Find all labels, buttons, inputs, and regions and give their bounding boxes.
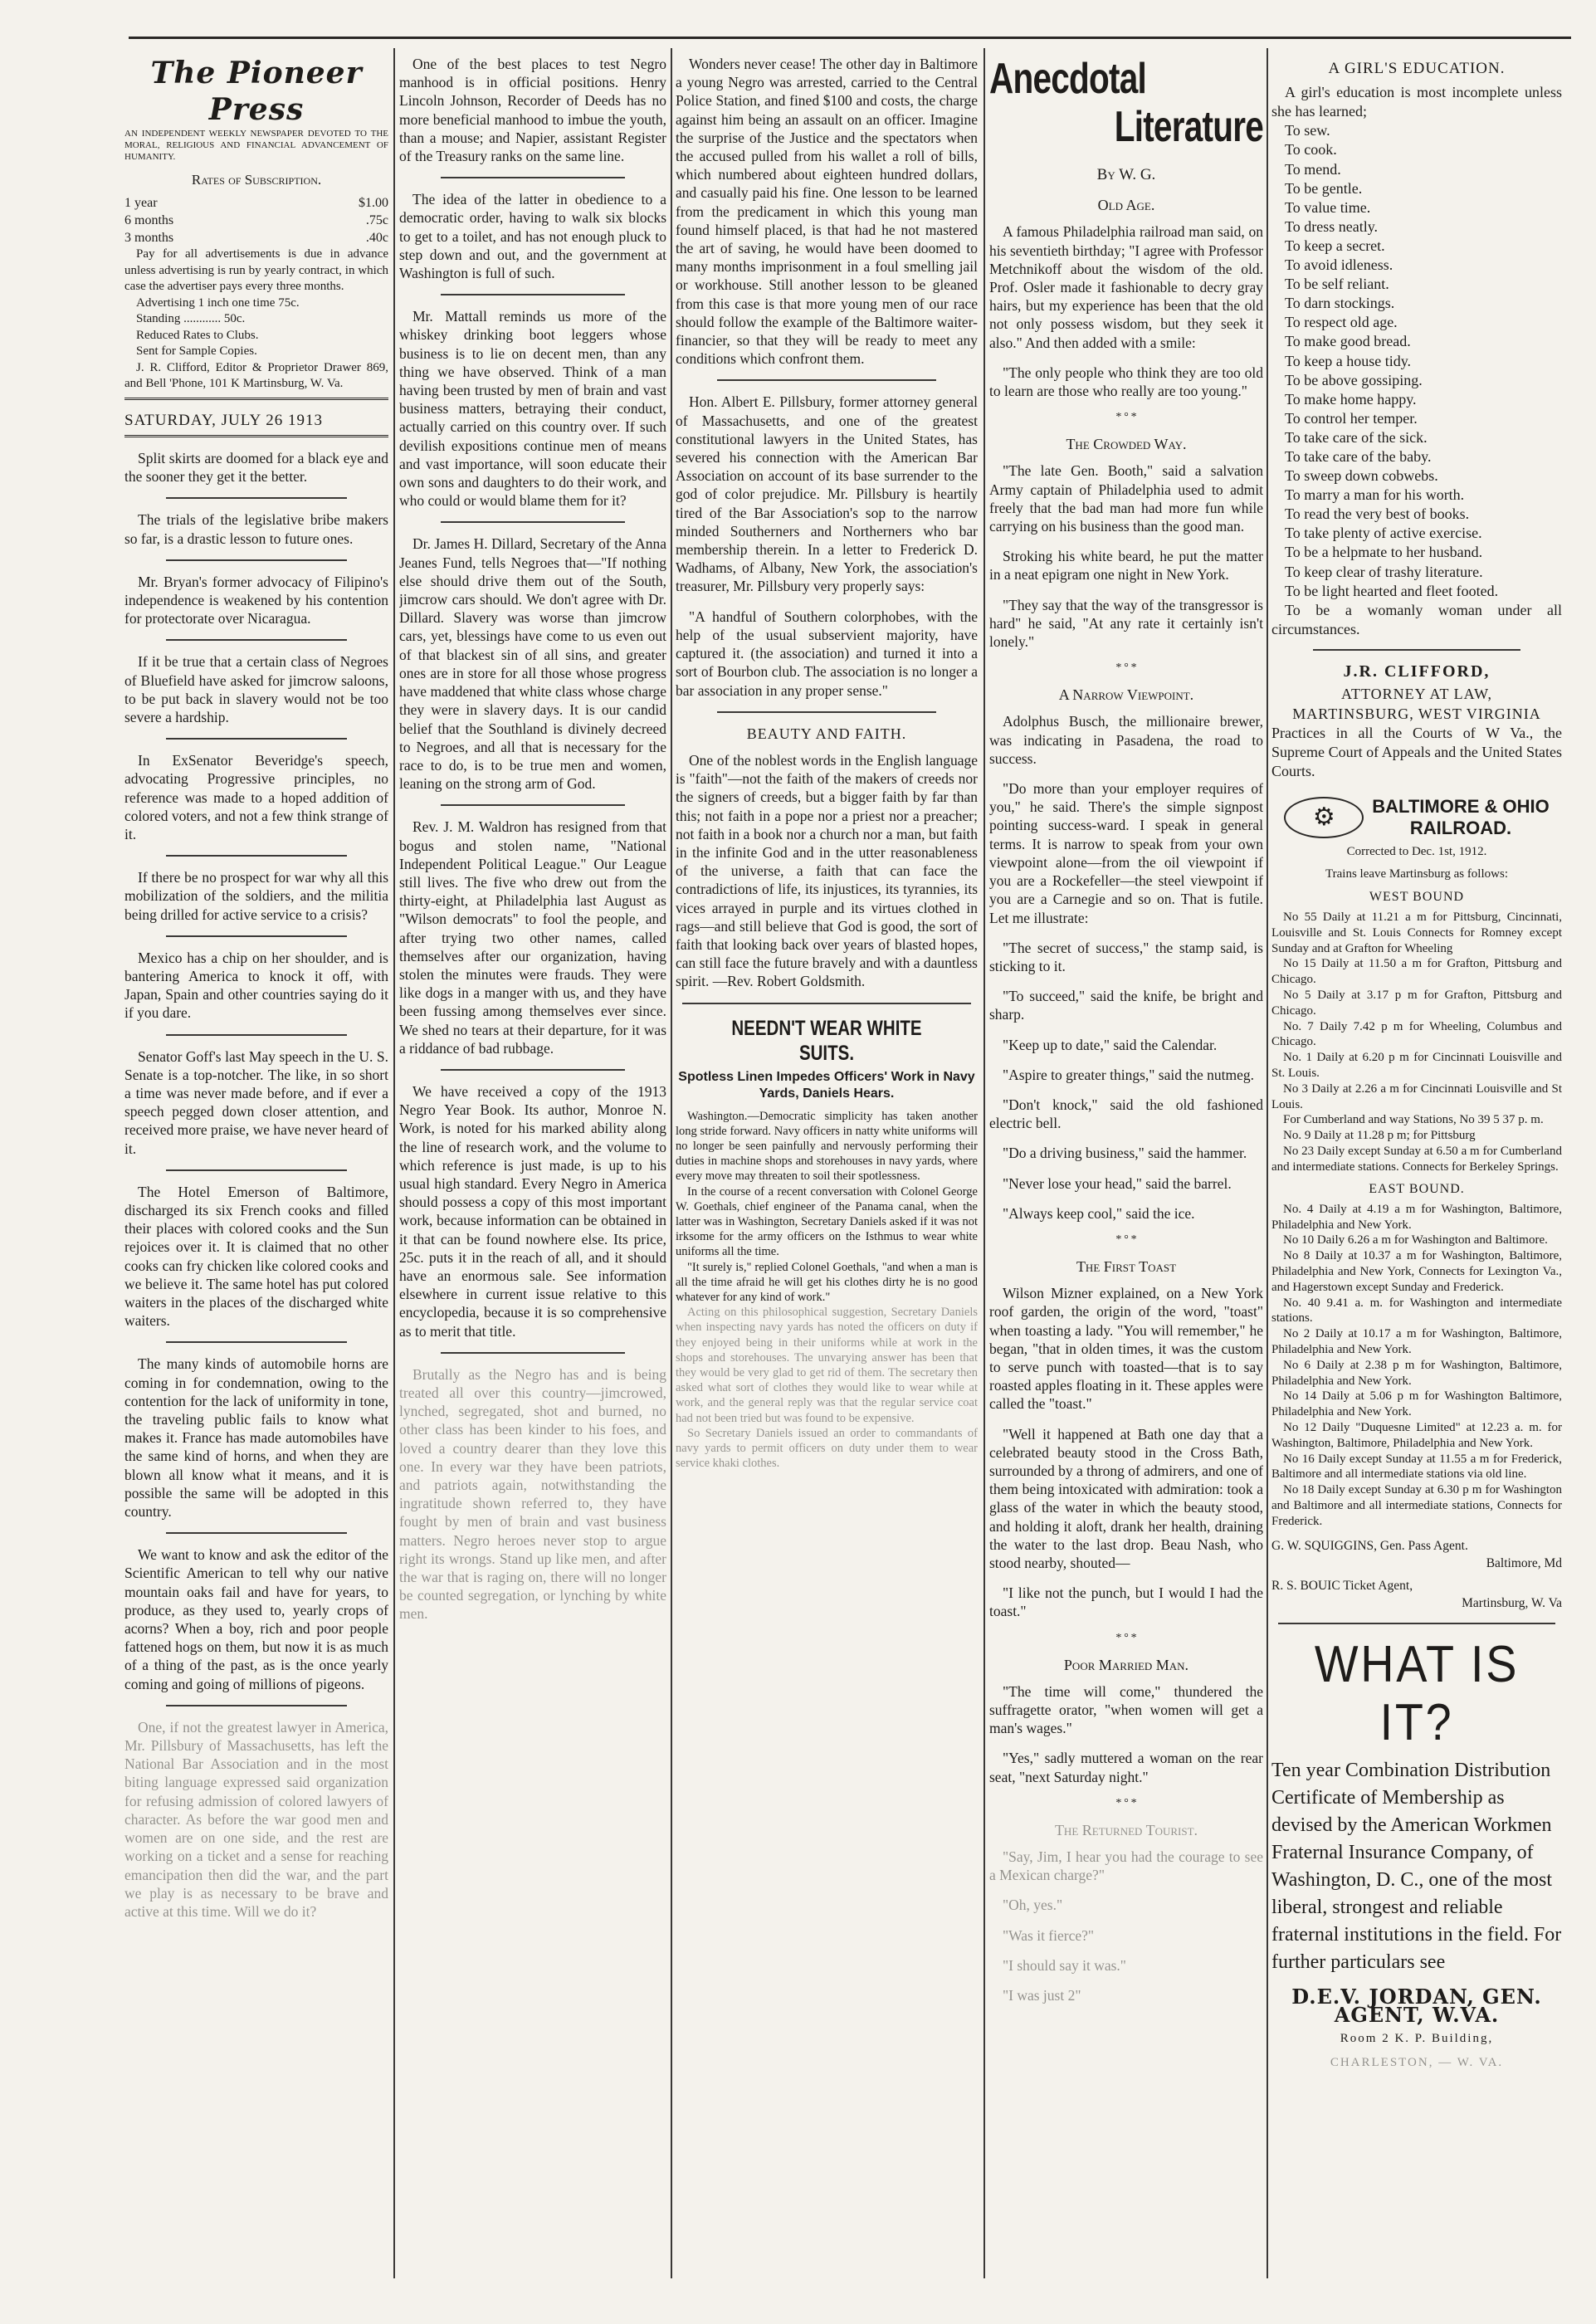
girls-education-intro: A girl's education is most incomplete unless she has learned;: [1271, 84, 1562, 120]
asterism-icon: * ° *: [1115, 1233, 1137, 1246]
paragraph-rule: [166, 1169, 347, 1171]
girls-education-item: To take care of the sick.: [1285, 428, 1428, 446]
article-paragraph: Washington.—Democratic simplicity has taken another long stride forward. Navy officers in natty white uniforms will no longer be seen painfully and nervously performing their duties in machine shops and storehouses in navy yards, where every move may threaten to soil their spotlessness.: [676, 1109, 978, 1184]
anecdote-paragraph: "They say that the way of the transgressor is hard" he said, "At any rate it certainly isn't lonely.": [989, 596, 1263, 651]
paragraph-rule: [166, 935, 347, 937]
attorney-name: J.R. CLIFFORD,: [1343, 662, 1491, 681]
editorial-paragraph: Mexico has a chip on her shoulder, and is bantering America to knock it off, with Japan, Spain and other countries saying do it if you dare.: [124, 949, 388, 1022]
girls-education-heading: A GIRL'S EDUCATION.: [1328, 60, 1506, 77]
girls-education-item: To be gentle.: [1285, 179, 1363, 197]
anecdote-paragraph: "Never lose your head," said the barrel.: [1003, 1174, 1232, 1192]
editorial-paragraph: If there be no prospect for war why all this mobilization of the soldiers, and the militia being drilled for active service to a crisis?: [124, 869, 388, 923]
paragraph-rule: [166, 639, 347, 641]
anecdote-paragraph: "Well it happened at Bath one day that a celebrated beauty stood in the Cross Bath, surrounded by a throng of admirers, and one of them being intoxicated with admiration: took a glass of the water in which the beauty stood, and holding it aloft, drank her health, draining the water to the last drop. Beau Nash, who stood nearby, shouted—: [989, 1425, 1263, 1571]
editorial-column-1: [124, 449, 388, 1921]
passenger-agent: G. W. SQUIGGINS, Gen. Pass Agent.: [1271, 1538, 1468, 1553]
anecdote-heading: A Narrow Viewpoint.: [1058, 686, 1194, 704]
passenger-agent-place: Baltimore, Md: [1486, 1555, 1562, 1570]
news-paragraph: Wonders never cease! The other day in Baltimore a young Negro was arrested, carried to the Central Police Station, and fined $100 and costs, the charge against him being an assault on an officer. Imagine the surprise of the Justice and the spectators when the accused pulled from his wallet a roll of bills, which numbered about eighteen hundred dollars, and casually paid his fine. One lesson to be learned from the predicament in which this young man found himself placed, is that had he not mastered the art of saving, he would have been doomed to many months imprisonment in a foul smelling jail or workhouse. Still another lesson to be gleaned from this case is that more young men of our race should follow the example of the Baltimore waiter-financier, so that they will be ready to meet any conditions which confront them.: [676, 56, 978, 368]
news-paragraph: "A handful of Southern colorphobes, with the help of the usual subservient majority, have captured it. (the association) and turned it into a sort of Bourbon club. The association is no longer a bar association in any proper sense.": [676, 608, 978, 699]
anecdote-paragraph: "Do a driving business," said the hammer.: [1003, 1145, 1247, 1162]
paragraph-rule: [441, 294, 625, 295]
anecdote-paragraph: "The secret of success," the stamp said, is sticking to it.: [989, 939, 1263, 974]
railroad-seal-icon: ⚙: [1284, 797, 1364, 838]
paragraph-rule: [441, 1069, 625, 1071]
paragraph-rule: [166, 855, 347, 857]
girls-education-item: To dress neatly.: [1285, 217, 1379, 235]
anecdote-heading: Poor Married Man.: [1063, 1656, 1189, 1673]
masthead-note: J. R. Clifford, Editor & Proprietor Drawer 869, and Bell 'Phone, 101 K Martinsburg, W. Va.: [124, 360, 388, 391]
girls-education-item: To value time.: [1285, 198, 1371, 216]
masthead-title: The Pioneer Press: [150, 56, 363, 127]
rates-heading: Rates of Subscription.: [191, 172, 322, 188]
agent-signature: D.E.V. JORDAN, GEN. AGENT, W.VA.: [1291, 1984, 1542, 2028]
masthead-note: Sent for Sample Copies.: [136, 344, 257, 359]
anecdote-paragraph: "Keep up to date," said the Calendar.: [1003, 1036, 1218, 1053]
rate-row: [124, 212, 388, 229]
anecdote-paragraph: "To succeed," said the knife, be bright and sharp.: [989, 988, 1263, 1023]
masthead-subtitle: AN INDEPENDENT WEEKLY NEWSPAPER DEVOTED TO THE MORAL, RELIGIOUS AND FINANCIAL ADVANCEMENT OF HUMANITY.: [124, 129, 388, 162]
railroad-name-2: RAILROAD.: [1409, 818, 1512, 839]
rate-price: .75c: [365, 213, 388, 228]
anecdote-paragraph: "Do more than your employer requires of you," he said. There's the simple signpost pointing success-ward. I speak in general terms. It is narrow to speak from your own viewpoint alone—from the oil viewpoint if you are a Rockefeller—the steel viewpoint if you are a Carnegie and so on. That is futile. Let me illustrate:: [989, 780, 1263, 926]
railroad-banner: [1271, 796, 1562, 839]
timetable-corrected: Corrected to Dec. 1st, 1912.: [1346, 845, 1487, 859]
masthead-note: Pay for all advertisements is due in advance unless advertising is run by yearly contract, in which case the advertiser pays every three months.: [124, 247, 388, 294]
ticket-agent-place: Martinsburg, W. Va: [1462, 1595, 1562, 1610]
paragraph-rule: [717, 711, 936, 713]
anecdote-paragraph: "I should say it was.": [1003, 1956, 1126, 1974]
girls-education-item: To be self reliant.: [1285, 276, 1389, 293]
girls-education-item: To read the very best of books.: [1285, 505, 1470, 523]
westbound-train: No 3 Daily at 2.26 a m for Cincinnati Louisville and St Louis.: [1271, 1081, 1562, 1111]
attorney-practice: Practices in all the Courts of W Va., the Supreme Court of Appeals and the United States Courts.: [1271, 725, 1562, 780]
anecdote-paragraph: "Was it fierce?": [1003, 1926, 1095, 1944]
anecdote-paragraph: "The late Gen. Booth," said a salvation Army captain of Philadelphia used to admit freely that the bad man had more fun while carrying on his business than the good man.: [989, 462, 1263, 535]
issue-date: SATURDAY, JULY 26 1913: [124, 411, 323, 429]
rate-row: [124, 194, 388, 212]
girls-education-item: To make good bread.: [1285, 333, 1411, 350]
article-paragraph: Acting on this philosophical suggestion, Secretary Daniels when inspecting navy yards has noted the officers on duty if they enjoyed being in their uniforms while at work in the shops and storehouses. The unvarying answer has been that they would be very glad to get rid of them. The secretary then asked what sort of clothes they would like to wear while at work, and the general reply was that the regular service coat had not been tried but was found to be expensive.: [676, 1306, 978, 1425]
westbound-train: No. 9 Daily at 11.28 p m; for Pittsburg: [1283, 1129, 1476, 1143]
anecdote-paragraph: "I was just 2": [1003, 1987, 1081, 2004]
white-suits-headline: NEEDN'T WEAR WHITE SUITS.: [731, 1016, 922, 1065]
column-divider: [393, 48, 395, 2278]
anecdote-paragraph: "I like not the punch, but I would I had the toast.": [989, 1584, 1263, 1620]
anecdote-paragraph: "Don't knock," said the old fashioned electric bell.: [989, 1096, 1263, 1132]
girls-education-item: To take care of the baby.: [1285, 447, 1432, 465]
asterism-icon: * ° *: [1115, 1631, 1137, 1644]
column-5: [1271, 55, 1562, 2077]
agent-city: CHARLESTON, — W. VA.: [1330, 2055, 1504, 2069]
article-paragraph: So Secretary Daniels issued an order to commandants of navy yards to permit officers on duty under them to wear service khaki clothes.: [676, 1426, 978, 1471]
girls-education-item: To be a helpmate to her husband.: [1285, 544, 1483, 561]
editorial-column-2: [399, 55, 666, 1623]
paragraph-rule: [441, 804, 625, 806]
eastbound-train: No 6 Daily at 2.38 p m for Washington, Baltimore, Philadelphia and New York.: [1271, 1358, 1562, 1388]
eastbound-train: No 16 Daily except Sunday at 11.55 a m for Frederick, Baltimore and all intermediate stations via old line.: [1271, 1452, 1562, 1482]
editorial-paragraph: The trials of the legislative bribe makers so far, is a drastic lesson to future ones.: [124, 511, 388, 547]
masthead-note: Reduced Rates to Clubs.: [136, 328, 259, 342]
girls-education-item: To sew.: [1285, 122, 1330, 139]
westbound-train: No. 1 Daily at 6.20 p m for Cincinnati Louisville and St. Louis.: [1271, 1051, 1562, 1080]
agent-office: Room 2 K. P. Building,: [1340, 2032, 1494, 2046]
attorney-place: MARTINSBURG, WEST VIRGINIA: [1292, 706, 1541, 723]
rate-term: 3 months: [124, 231, 174, 246]
paragraph-rule: [166, 1034, 347, 1036]
ticket-agent: R. S. BOUIC Ticket Agent,: [1271, 1578, 1413, 1593]
eastbound-train: No 14 Daily at 5.06 p m for Washington Baltimore, Philadelphia and New York.: [1271, 1389, 1562, 1419]
what-is-it-body: Ten year Combination Distribution Certificate of Membership as devised by the American Workmen Fraternal Insurance Company, of Washington, D. C., one of the most liberal, strongest and reliable fraternal institutions in the field. For further particulars see: [1271, 1759, 1562, 1973]
girls-education-item: To be a womanly woman under all circumstances.: [1271, 601, 1562, 637]
column-divider: [1267, 48, 1268, 2278]
anecdotes: [989, 196, 1263, 2004]
news-items: [676, 55, 978, 713]
column-3: [676, 55, 978, 1471]
eastbound-train: No 2 Daily at 10.17 a m for Washington, Baltimore, Philadelphia and New York.: [1271, 1327, 1562, 1356]
anecdote-heading: The First Toast: [1076, 1257, 1177, 1275]
girls-education-item: To cook.: [1285, 141, 1337, 159]
eastbound-heading: EAST BOUND.: [1369, 1181, 1465, 1196]
anecdote-paragraph: "Oh, yes.": [1003, 1897, 1063, 1914]
girls-education-item: To marry a man for his worth.: [1285, 486, 1465, 504]
rate-price: $1.00: [359, 196, 388, 211]
eastbound-train: No 12 Daily "Duquesne Limited" at 12.23 a. m. for Washington, Baltimore, Philadelphia and New York.: [1271, 1420, 1562, 1450]
girls-education-item: To take plenty of active exercise.: [1285, 525, 1482, 542]
girls-education-item: To respect old age.: [1285, 314, 1398, 331]
editorial-paragraph: One of the best places to test Negro manhood is in official positions. Henry Lincoln Johnson, Recorder of Deeds has no more beneficial manhood to imbue the youth, than a mouse; and Napier, assistant Register of the Treasury ranks on the same line.: [399, 56, 666, 165]
editorial-paragraph: One, if not the greatest lawyer in America, Mr. Pillsbury of Massachusetts, has left the National Bar Association and in the most biting language expressed said organization for refusing admission of colored lawyers of character. As before the war good men and women are on one side, and the rest are working on a ticket and a sense for reaching emancipation then did the war, and the part we play is as necessary to be brave and active at this time. Will we do it?: [124, 1718, 388, 1920]
editorial-paragraph: The many kinds of automobile horns are coming in for condemnation, owing to the contention for the lack of uniformity in tone, the traveling public fails to know what makes it. France has made automobiles have the same kind of horns, and when they are blown all know what it means, and it is possible the same will be adopted in this country.: [124, 1355, 388, 1521]
girls-education-item: To sweep down cobwebs.: [1285, 467, 1438, 485]
asterism-icon: * ° *: [1115, 1796, 1137, 1809]
paragraph-rule: [717, 379, 936, 381]
editorial-paragraph: We want to know and ask the editor of the Scientific American to tell why our native mountain oaks fail and have for years, to produce, as they used to, yearly crops of acorns? When a boy, rich and poor people fattened hogs on them, but now it is as much of a thing of the past, as is the once yearly coming and going of millions of pigeons.: [124, 1546, 388, 1692]
article-paragraph: In the course of a recent conversation with Colonel George W. Goethals, chief engineer of the Panama canal, when the latter was in Washington, Secretary Daniels asked if it was not irksome for the army officers on the Isthmus to wear white uniforms all the time.: [676, 1184, 978, 1259]
paragraph-rule: [441, 1352, 625, 1354]
editorial-paragraph: If it be true that a certain class of Negroes of Bluefield have asked for jimcrow saloons, to be put back in slavery would not be too severe a hardship.: [124, 653, 388, 725]
westbound-train: No 5 Daily at 3.17 p m for Grafton, Pittsburg and Chicago.: [1271, 989, 1562, 1018]
masthead-note: Advertising 1 inch one time 75c.: [136, 295, 300, 310]
anecdote-paragraph: "The time will come," thundered the suffragette orator, "when women will get a man's wages.": [989, 1682, 1263, 1737]
section-rule: [1313, 649, 1520, 651]
westbound-train: No. 7 Daily 7.42 p m for Wheeling, Columbus and Chicago.: [1271, 1019, 1562, 1049]
girls-education-item: To keep a house tidy.: [1285, 352, 1412, 369]
anecdote-paragraph: A famous Philadelphia railroad man said, on his seventieth birthday; "I agree with Professor Metchnikoff about the wisdom of the old. Prof. Osler made it fashionable to decry gray hairs, but my experience has been that the old not only possess wisdom, but they seek it also." And then added with a smile:: [989, 223, 1263, 351]
beauty-faith-heading: BEAUTY AND FAITH.: [746, 725, 907, 742]
paragraph-rule: [441, 177, 625, 178]
editorial-paragraph: The Hotel Emerson of Baltimore, discharged its six French cooks and filled their places with colored cooks and the Sun rejoices over it. It is claimed that no other cooks can fry chicken like colored cooks and we believe it. The same hotel has put colored waiters in the places of the discharged white waiters.: [124, 1183, 388, 1330]
editorial-paragraph: The idea of the latter in obedience to a democratic order, having to walk six blocks to get to a toilet, and has not enough pluck to step down and out, and the government at Washington is full of such.: [399, 191, 666, 282]
article-paragraph: "It surely is," replied Colonel Goethals, "and when a man is all the time afraid he will get his clothes dirty he is no good whatever for any kind of work.": [676, 1260, 978, 1304]
section-rule: [682, 1003, 971, 1004]
editorial-paragraph: Mr. Mattall reminds us more of the whiskey drinking boot leggers whose business is to lie on decent men, than any thing we have observed. Think of a man having been trusted by men of brain and vast business matters, betraying their conduct, actually carried on this country over. If such devilish expositions continue men of means and vast importance, will soon educate their own sons and daughters to do their work, and who could or would blame them for it?: [399, 308, 666, 510]
anecdotal-title-line2: Literature: [1114, 103, 1263, 151]
rate-term: 6 months: [124, 213, 174, 228]
paragraph-rule: [166, 497, 347, 499]
eastbound-train: No. 40 9.41 a. m. for Washington and intermediate stations.: [1271, 1296, 1562, 1326]
white-suits-deck: Spotless Linen Impedes Officers' Work in Navy Yards, Daniels Hears.: [678, 1069, 975, 1101]
railroad-name: BALTIMORE & OHIO: [1372, 796, 1550, 818]
westbound-train: No 55 Daily at 11.21 a m for Pittsburg, Cincinnati, Louisville and St. Louis Connects for Romney except Sunday and at Grafton for Wheeling: [1271, 911, 1562, 955]
editorial-paragraph: We have received a copy of the 1913 Negro Year Book. Its author, Monroe N. Work, is noted for his marked ability along the line of research work, and the volume to which reference is just made, is up to his usual high standard. Every Negro in America should possess a copy of this most important work, because information can be obtained in it that can be found nowhere else. Its price, 25c. puts it in the reach of all, and it should have an enormous sale. See information elsewhere in current issue relative to this encyclopedia, because it is so comprehensive as to merit that title.: [399, 1082, 666, 1340]
westbound-heading: WEST BOUND: [1369, 889, 1465, 904]
anecdote-paragraph: "The only people who think they are too old to learn are those who really are too young.": [989, 364, 1263, 400]
girls-education-list: [1271, 121, 1562, 639]
anecdote-paragraph: "Yes," sadly muttered a woman on the rear seat, "next Saturday night.": [989, 1750, 1263, 1785]
column-divider: [983, 48, 985, 2278]
editorial-paragraph: Rev. J. M. Waldron has resigned from that bogus and stolen name, "National Independent Political League." Our League still lives. The five who drew out from the thirty-eight, at Philadelphia last August as "Wilson democrats" to fool the people, and after trying two other names, called themselves after our organization, having stolen the minutes were frauds. They were like dogs in a manger with us, and they have been fussing among themselves ever since. We shed no tears at their departure, for it was a riddance of bad rubbage.: [399, 818, 666, 1057]
column-divider: [671, 48, 672, 2278]
date-rule: [124, 435, 388, 437]
anecdote-paragraph: Stroking his white beard, he put the matter in a neat epigram one night in New York.: [989, 548, 1263, 583]
anecdote-paragraph: Adolphus Busch, the millionaire brewer, was indicating in Pasadena, the road to success.: [989, 713, 1263, 767]
column-4: [989, 55, 1263, 2016]
girls-education-item: To be light hearted and fleet footed.: [1285, 582, 1499, 599]
editorial-paragraph: Brutally as the Negro has and is being treated all over this country—jimcrowed, lynched, segregated, shot and burned, no other class has been kinder to his foes, and loved a country dearer than they love this one. In every war they have been patriots, and patriots again, notwithstanding the ingratitude shown referred to, they have fought by men of brain and vast business matters. Negro heroes never stop to argue right its wrongs. Stand up like men, and after the war that is raging on, there will no longer be counted segregation, or lynching by white men.: [399, 1365, 666, 1623]
beauty-faith-body: One of the noblest words in the English language is "faith"—not the faith of the makers of creeds nor the signers of creeds, but a bigger faith by far than this; not faith in a pope nor a priest nor a preacher; not faith in a book nor a church nor a man, but faith in the infinite God and in the utter reasonableness of the universe, a faith that can face the contradictions of life, its injustices, its tyrannies, its vices arrayed in purple and its virtues clothed in rags—and still believe that God is good, the sort of faith that looking back over years of blasted hopes, can still face the future bravely and with a dauntless spirit. —Rev. Robert Goldsmith.: [676, 751, 978, 990]
editorial-paragraph: In ExSenator Beveridge's speech, advocating Progressive principles, no reference was made to a hoped addition of colored voters, and not a few think strange of it.: [124, 752, 388, 842]
anecdote-heading: Old Age.: [1097, 197, 1155, 214]
eastbound-trains: [1271, 1202, 1562, 1530]
paragraph-rule: [166, 1532, 347, 1534]
editorial-paragraph: Split skirts are doomed for a black eye and the sooner they get it the better.: [124, 449, 388, 486]
timetable-intro: Trains leave Martinsburg as follows:: [1325, 867, 1508, 881]
girls-education-item: To mend.: [1285, 160, 1341, 178]
anecdote-paragraph: Wilson Mizner explained, on a New York roof garden, the origin of the word, "toast" when toasting a lady. "You will remember," he began, "that in olden times, it was the custom to serve punch with toasted—that is to say roasted apples floating in it. These apples were called the "toast.": [989, 1285, 1263, 1413]
what-is-it-headline: WHAT IS IT?: [1314, 1635, 1520, 1751]
editorial-paragraph: Mr. Bryan's former advocacy of Filipino's independence is weakened by his contention for protectorate over Nicaragua.: [124, 573, 388, 627]
masthead-notes: [124, 247, 388, 393]
paragraph-rule: [166, 738, 347, 740]
anecdote-heading: The Crowded Way.: [1066, 436, 1187, 453]
girls-education-item: To keep a secret.: [1285, 237, 1385, 254]
girls-education-item: To make home happy.: [1285, 390, 1417, 408]
rate-price: .40c: [365, 231, 388, 246]
anecdote-paragraph: "Always keep cool," said the ice.: [1003, 1204, 1195, 1222]
eastbound-train: No 18 Daily except Sunday at 6.30 p m for Washington and Baltimore and all intermediate stations, Connects for Frederick.: [1271, 1483, 1562, 1528]
asterism-icon: * ° *: [1115, 662, 1137, 675]
editorial-paragraph: Dr. James H. Dillard, Secretary of the Anna Jeanes Fund, tells Negroes that—"If nothing else should drive them out of the South, jimcrow cars should. We don't agree with Dr. Dillard. Slavery was worse than jimcrow cars, yet, blessings have come to us even out of that blackest sin of all sins, and greater ones are in store for all those whose progress have maddened that white class whose charge they were in slavery days. It is our candid belief that the Southland is divinely decreed to Negroes, and all that is necessary for the race to do, is to be true men and women, leaning on the strong arm of God.: [399, 535, 666, 793]
asterism-icon: * ° *: [1115, 411, 1137, 424]
byline: By W. G.: [1096, 166, 1156, 183]
rates-table: [124, 194, 388, 247]
anecdote-paragraph: "Say, Jim, I hear you had the courage to see a Mexican charge?": [989, 1848, 1263, 1884]
westbound-train: For Cumberland and way Stations, No 39 5 37 p. m.: [1283, 1113, 1544, 1127]
girls-education-item: To darn stockings.: [1285, 295, 1395, 312]
section-rule: [1278, 1623, 1555, 1624]
white-suits-article: [676, 1109, 978, 1472]
anecdotal-title-line1: Anecdotal: [989, 55, 1147, 103]
column-1: [124, 55, 388, 1932]
top-rule: [129, 37, 1571, 39]
girls-education-item: To control her temper.: [1285, 409, 1418, 427]
paragraph-rule: [166, 559, 347, 561]
paragraph-rule: [166, 1705, 347, 1706]
editorial-paragraph: Senator Goff's last May speech in the U. S. Senate is a top-notcher. The like, in so short a time was never made before, and if ever a speech pegged down closer attention, and received more praise, we have never heard of it.: [124, 1047, 388, 1157]
paragraph-rule: [441, 521, 625, 523]
rate-term: 1 year: [124, 196, 158, 211]
girls-education-item: To keep clear of trashy literature.: [1285, 563, 1483, 580]
rate-row: [124, 229, 388, 247]
girls-education-item: To be above gossiping.: [1285, 371, 1423, 388]
westbound-train: No 15 Daily at 11.50 a m for Grafton, Pittsburg and Chicago.: [1271, 957, 1562, 987]
girls-education-item: To avoid idleness.: [1285, 256, 1393, 274]
westbound-trains: [1271, 910, 1562, 1175]
anecdote-heading: The Returned Tourist.: [1054, 1821, 1198, 1838]
eastbound-train: No 10 Daily 6.26 a m for Washington and Baltimore.: [1283, 1233, 1548, 1247]
news-paragraph: Hon. Albert E. Pillsbury, former attorney general of Massachusetts, and one of the greatest constitutional lawyers in the United States, has severed his connection with the American Bar Association on account of its base surrender to the god of color prejudice. Mr. Pillsbury is heartily tired of the Bar Association's sop to the narrow minded Southerners and Northerners who bar membership therein. In a letter to Frederick D. Wadhams, of Albany, New York, the association's treasurer, Mr. Pillsbury very properly says:: [676, 393, 978, 595]
eastbound-train: No 8 Daily at 10.37 a m for Washington, Baltimore, Philadelphia and New York, Connects for Lexington Va., and Hagerstown except Sunday and Frederick.: [1271, 1249, 1562, 1294]
masthead-rule: [124, 398, 388, 400]
paragraph-rule: [166, 1341, 347, 1343]
eastbound-train: No. 4 Daily at 4.19 a m for Washington, Baltimore, Philadelphia and New York.: [1271, 1202, 1562, 1232]
attorney-title: ATTORNEY AT LAW,: [1340, 686, 1493, 703]
masthead-note: Standing ............ 50c.: [136, 312, 246, 326]
anecdote-paragraph: "Aspire to greater things," said the nutmeg.: [1003, 1066, 1254, 1083]
column-2: [399, 55, 666, 1635]
westbound-train: No 23 Daily except Sunday at 6.50 a m for Cumberland and intermediate stations. Connects for Berkeley Springs.: [1271, 1144, 1562, 1174]
